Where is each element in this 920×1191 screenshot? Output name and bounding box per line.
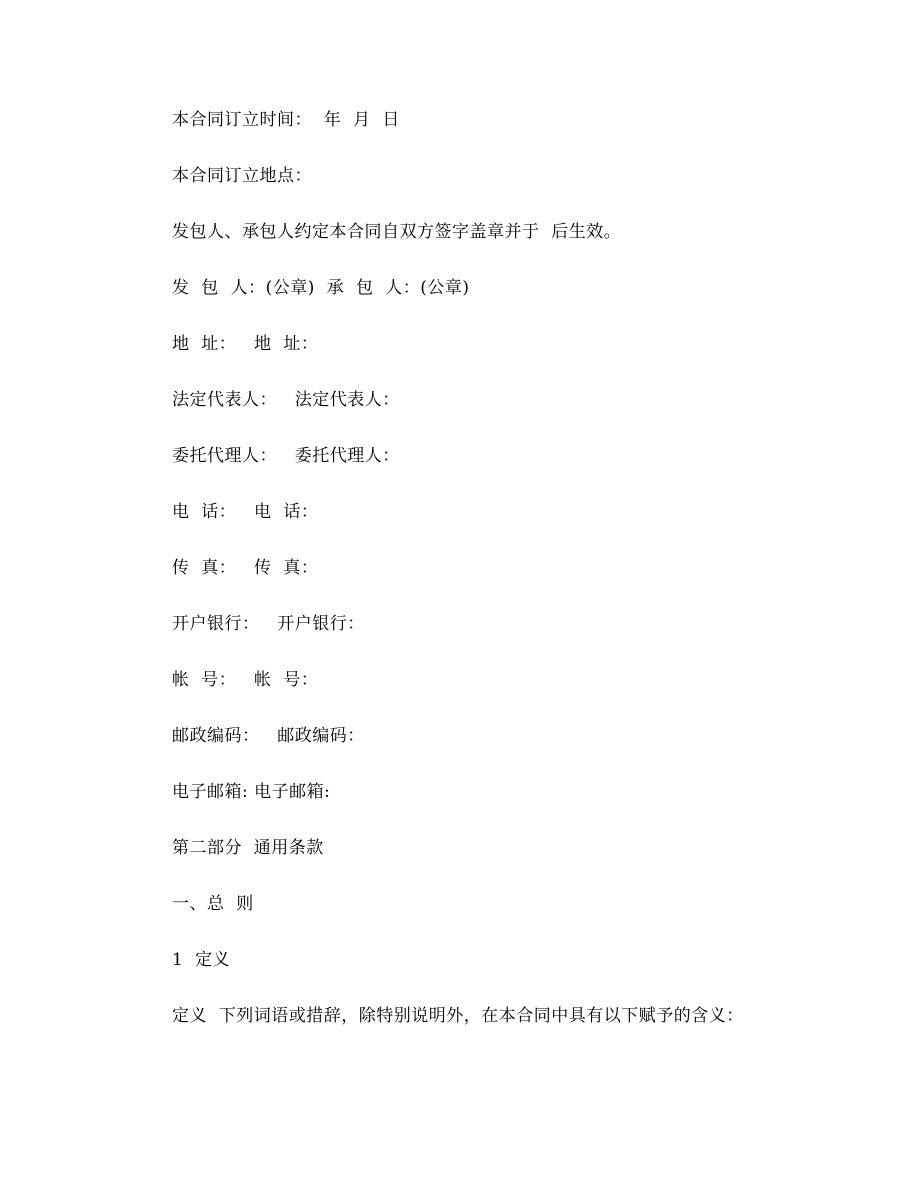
phone-line: 电 话： 电 话： — [172, 502, 319, 522]
contract-date-line: 本合同订立时间： 年 月 日 — [172, 110, 400, 130]
definitions-paragraph: 定义 下列词语或措辞，除特别说明外，在本合同中具有以下赋予的含义： — [172, 1006, 744, 1026]
part-two-heading: 第二部分 通用条款 — [172, 838, 324, 858]
general-provisions-heading: 一、总 则 — [172, 894, 254, 914]
effective-clause-line: 发包人、承包人约定本合同自双方签字盖章并于 后生效。 — [172, 222, 622, 242]
authorized-agent-line: 委托代理人： 委托代理人： — [172, 446, 400, 466]
email-line: 电子邮箱: 电子邮箱: — [172, 782, 331, 802]
legal-representative-line: 法定代表人： 法定代表人： — [172, 390, 400, 410]
definitions-heading: 1 定义 — [172, 950, 231, 970]
account-number-line: 帐 号： 帐 号： — [172, 670, 319, 690]
contract-place-line: 本合同订立地点： — [172, 166, 312, 186]
address-line: 地 址： 地 址： — [172, 334, 319, 354]
bank-line: 开户银行： 开户银行： — [172, 614, 365, 634]
fax-line: 传 真： 传 真： — [172, 558, 319, 578]
parties-seal-line: 发 包 人：(公章) 承 包 人：(公章) — [172, 278, 470, 298]
postal-code-line: 邮政编码： 邮政编码： — [172, 726, 365, 746]
